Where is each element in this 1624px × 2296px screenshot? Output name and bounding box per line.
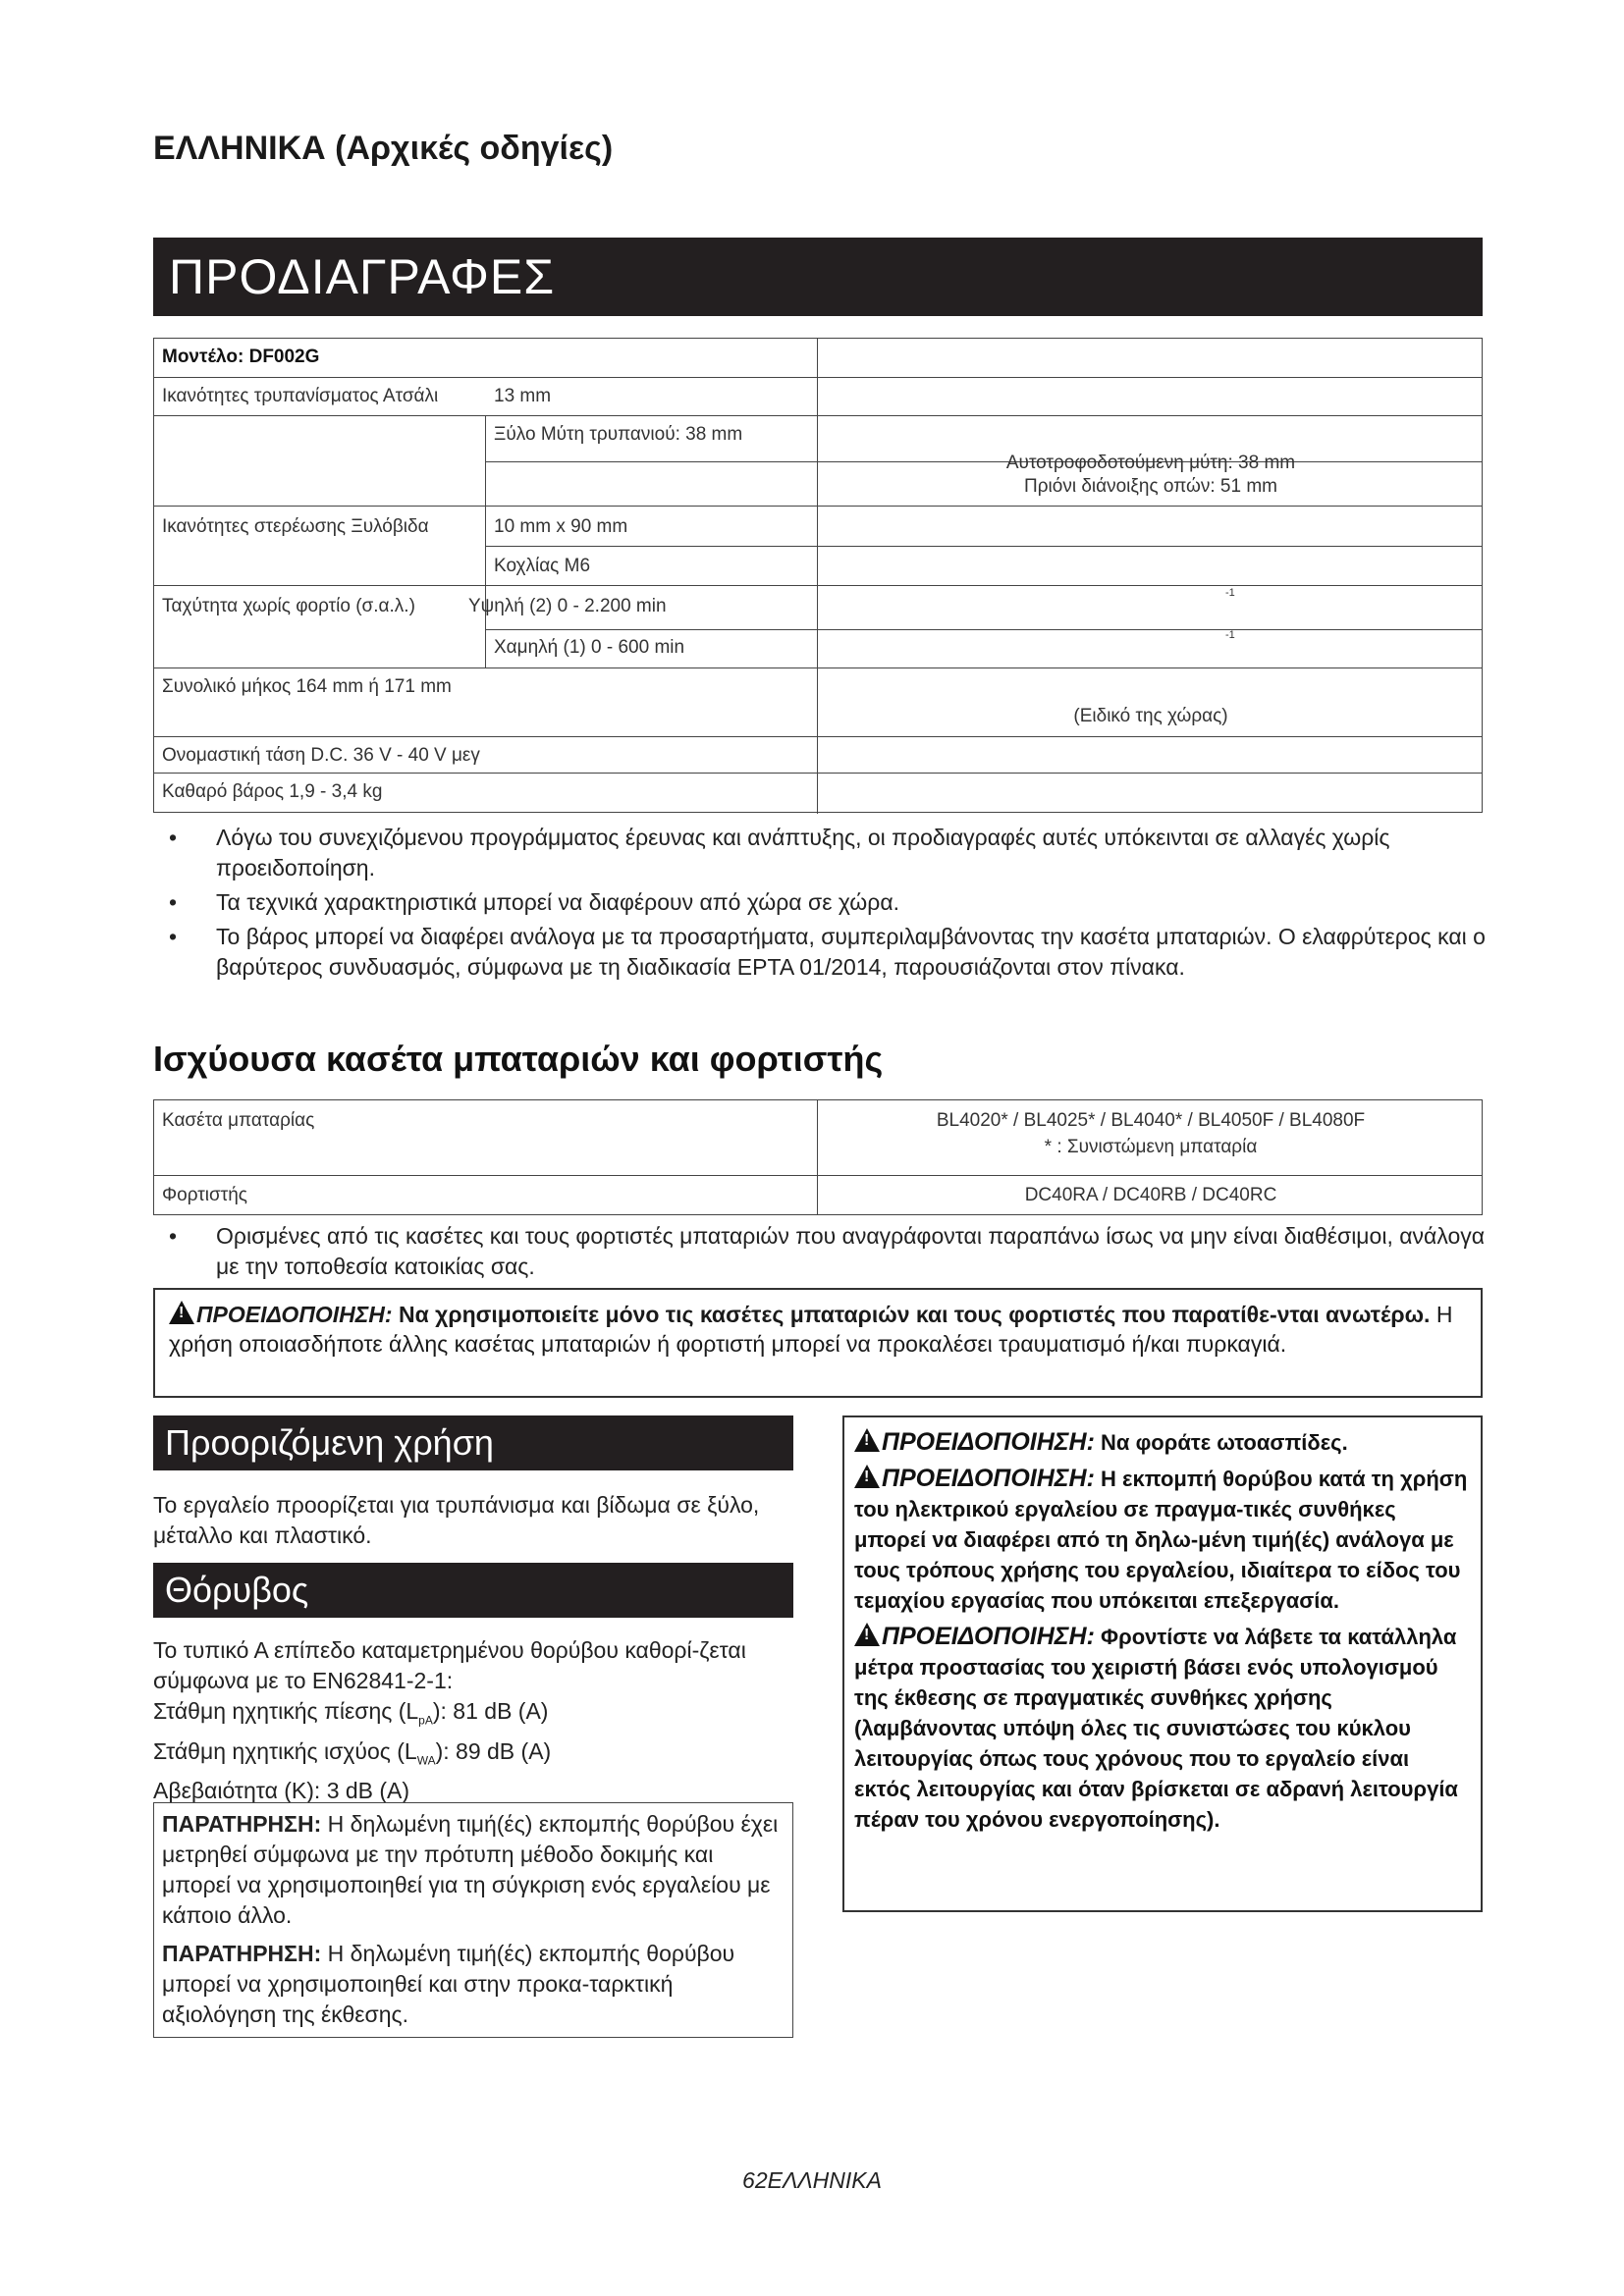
page-footer [0,2167,1624,2194]
note-1: ΠΑΡΑΤΗΡΗΣΗ: Η δηλωμένη τιμή(ές) εκπομπής θορύβου έχει μετρηθεί σύμφωνα με την πρότυπη μέθοδο δοκιμής και μπορεί να χρησιμοποιηθεί για τη σύγκριση ενός εργαλείου με κάποιο άλλο. [162,1811,779,1928]
low-speed-value: Χαμηλή (1) 0 - 600 min [494,637,685,658]
table-rule [154,1175,1482,1176]
battery-cartridge-label: Κασέτα μπαταρίας [162,1110,315,1131]
noise-details [153,1635,801,1806]
warning-protective-measures: !ΠΡΟΕΙΔΟΠΟΙΗΣΗ: Φροντίστε να λάβετε τα κατάλληλα μέτρα προστασίας του χειριστή βάσει ενός υπολογισμού της έκθεσης σε πραγματικές συνθήκες χρήσης (λαμβάνοντας υπόψη όλες τις συνιστώσες του κύκλου λειτουργίας όπως τους χρόνους που το εργαλείο είναι εκτός λειτουργίας και όταν βρίσκεται σε αδρανή λειτουργία πέραν του χρόνου ενεργοποίησης). [854,1622,1471,1835]
note-2: ΠΑΡΑΤΗΡΗΣΗ: Η δηλωμένη τιμή(ές) εκπομπής θορύβου μπορεί να χρησιμοποιηθεί και στην προκα-ταρκτική αξιολόγηση της έκθεσης. [162,1941,735,2027]
recommended-battery-note: * : Συνιστώμενη μπαταρία [1044,1137,1258,1157]
steel-value: 13 mm [494,386,552,406]
wood-auger-bit: Ξύλο Μύτη τρυπανιού: 38 mm [494,424,743,445]
intended-use-text: Το εργαλείο προορίζεται για τρυπάνισμα και βίδωμα σε ξύλο, μέταλλο και πλαστικό. [153,1492,760,1548]
no-load-speed-label: Ταχύτητα χωρίς φορτίο (σ.α.λ.) [162,596,415,616]
table-rule [485,506,486,667]
warning-icon [169,1301,194,1324]
drilling-capacities-label: Ικανότητες τρυπανίσματος Ατσάλι [162,386,439,406]
warning-emphasis: Να χρησιμοποιείτε μόνο τις κασέτες μπαταριών και τους φορτιστές που παρατίθε-νται ανωτέρω. [398,1302,1431,1327]
warning-label: ΠΡΟΕΙΔΟΠΟΙΗΣΗ: [196,1302,393,1327]
model-label: Μοντέλο: DF002G [162,347,320,367]
battery-section-title: Ισχύουσα κασέτα μπαταριών και φορτιστής [153,1039,884,1079]
overall-length: Συνολικό μήκος 164 mm ή 171 mm [162,676,452,697]
uncertainty: Αβεβαιότητα (K): 3 dB (A) [153,1778,410,1804]
intended-use-banner: Προοριζόμενη χρήση [153,1415,793,1470]
rated-voltage: Ονομαστική τάση D.C. 36 V - 40 V μεγ [162,745,480,766]
battery-cartridge-value: BL4020* / BL4025* / BL4040* / BL4050F / BL4080F [936,1110,1366,1131]
list-item: • Το βάρος μπορεί να διαφέρει ανάλογα με τα προσαρτήματα, συμπεριλαμβάνοντας την κασέτα μπαταριών. Ο ελαφρύτερος και ο βαρύτερος συνδυασμός, σύμφωνα με τη διαδικασία EPTA 01/2014, παρουσιάζονται στον πίνακα. [153,922,1489,983]
specifications-table [153,338,1483,813]
table-rule [485,546,817,547]
low-speed-exponent: -1 [1225,629,1235,641]
page-language-title: ΕΛΛΗΝΙΚΑ (Αρχικές οδηγίες) [153,130,614,167]
table-rule [485,629,817,630]
noise-banner: Θόρυβος [153,1563,793,1618]
table-rule [154,736,1482,737]
country-specific-note: (Ειδικό της χώρας) [1073,706,1228,726]
net-weight: Καθαρό βάρος 1,9 - 3,4 kg [162,781,383,802]
warning-noise-emission: !ΠΡΟΕΙΔΟΠΟΙΗΣΗ: Η εκπομπή θορύβου κατά τη χρήση του ηλεκτρικού εργαλείου σε πραγμα-τικές συνθήκες μπορεί να διαφέρει από τη δηλω-μένη τιμή(ές) ανάλογα με τους τρόπους χρήσης του εργαλείου, ιδιαίτερα το είδος του τεμαχίου εργασίας που υπόκειται επεξεργασία. [854,1464,1471,1616]
sound-power-level: Στάθμη ηχητικής ισχύος $(L_{WA})$: 89 dB (A) [153,1737,552,1768]
table-rule [817,339,818,814]
warning-text: Η χρήση οποιασδήποτε άλλης κασέτας μπαταριών ή φορτιστή μπορεί να προκαλέσει τραυματισμό ή/και πυρκαγιά. [169,1302,1453,1357]
table-rule [154,377,1482,378]
table-rule [485,461,817,462]
battery-warning-box [153,1288,1483,1398]
noise-warnings-box [842,1415,1483,1912]
bolt-value: Κοχλίας M6 [494,556,591,576]
list-item: • Λόγω του συνεχιζόμενου προγράμματος έρευνας και ανάπτυξης, οι προδιαγραφές αυτές υπόκεινται σε αλλαγές χωρίς προειδοποίηση. [153,823,1489,883]
footer-language: ΕΛΛΗΝΙΚΑ [767,2167,882,2193]
charger-label: Φορτιστής [162,1185,247,1205]
charger-value: DC40RA / DC40RB / DC40RC [1024,1185,1277,1205]
table-rule [154,415,1482,416]
table-rule [817,546,1482,547]
high-speed-value: Υψηλή (2) 0 - 2.200 min [468,596,667,616]
table-rule [485,415,486,506]
list-item: • Ορισμένες από τις κασέτες και τους φορτιστές μπαταριών που αναγράφονται παραπάνω ίσως να μην είναι διαθέσιμοι, ανάλογα με την τοποθεσία κατοικίας σας. [153,1221,1489,1282]
warning-icon [854,1428,880,1452]
spec-notes-list [153,823,1489,987]
battery-notes-list [153,1221,1489,1286]
warning-icon [854,1623,880,1646]
self-feed-bit-value: Αυτοτροφοδοτούμενη μύτη: 38 mm [1005,453,1296,473]
noise-note-box [153,1802,793,2038]
table-rule [154,585,1482,586]
wood-screw-value: 10 mm x 90 mm [494,516,628,537]
hole-saw-value: Πριόνι διάνοιξης οπών: 51 mm [1024,476,1277,497]
high-speed-exponent: -1 [1225,587,1235,599]
warning-icon [854,1465,880,1488]
warning-ear-protection: !ΠΡΟΕΙΔΟΠΟΙΗΣΗ: Να φοράτε ωτοασπίδες. [854,1427,1471,1458]
fastening-capacities-label: Ικανότητες στερέωσης Ξυλόβιδα [162,516,429,537]
sound-pressure-level: Στάθμη ηχητικής πίεσης $(L_{pA})$: 81 dB (A) [153,1698,549,1728]
table-rule [154,667,1482,668]
specifications-banner: ΠΡΟΔΙΑΓΡΑΦΕΣ [153,238,1483,316]
battery-table [153,1099,1483,1215]
table-rule [817,629,1482,630]
page-number: 62 [742,2167,768,2193]
table-rule [154,773,1482,774]
table-rule [154,506,1482,507]
noise-intro: Το τυπικό Α επίπεδο καταμετρημένου θορύβου καθορί-ζεται σύμφωνα με το EN62841-2-1: [153,1637,746,1693]
list-item: • Τα τεχνικά χαρακτηριστικά μπορεί να διαφέρουν από χώρα σε χώρα. [153,887,1489,918]
